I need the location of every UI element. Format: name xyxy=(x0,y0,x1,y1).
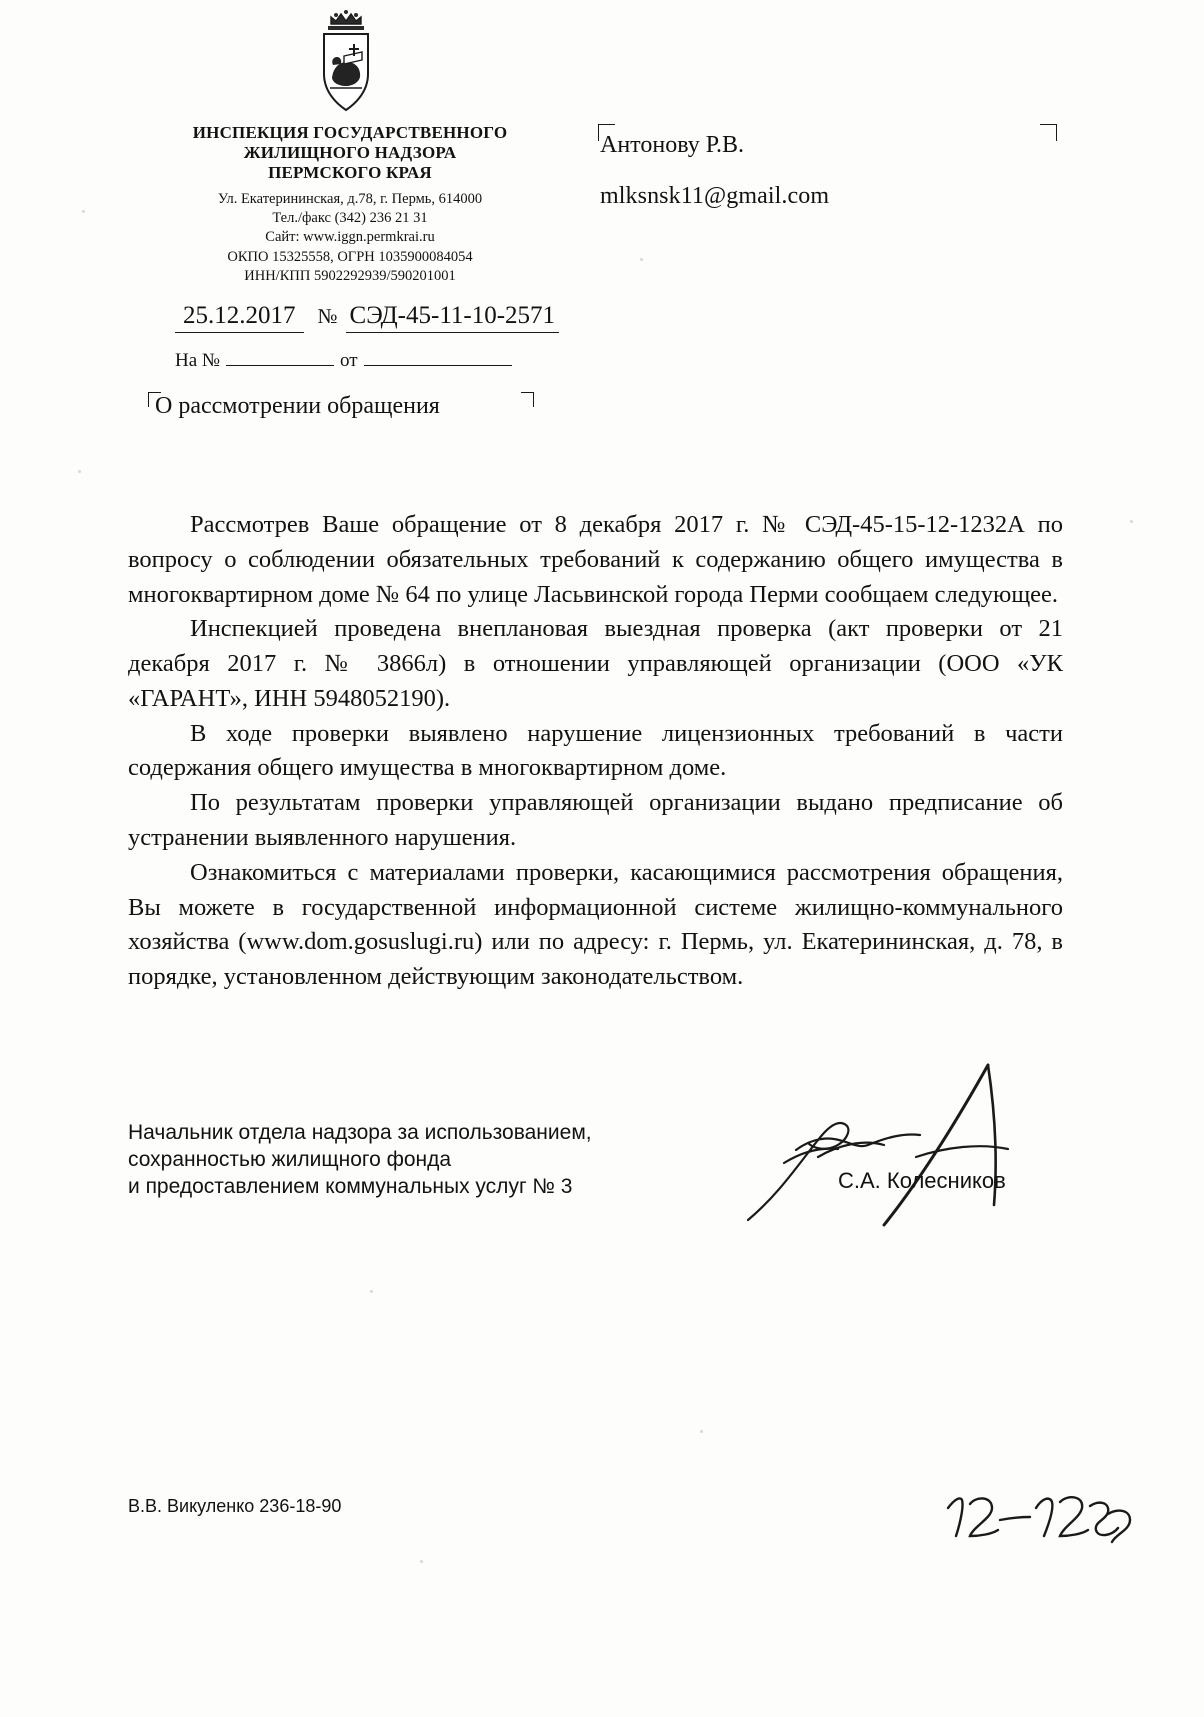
contact-address: Ул. Екатерининская, д.78, г. Пермь, 614000 xyxy=(217,191,483,208)
organization-name xyxy=(150,123,550,183)
paragraph-4: По результатам проверки управляющей организации выдано предписание об устранении выявленного нарушения. xyxy=(128,789,1063,852)
paragraph-3: В ходе проверки выявлено нарушение лицензионных требований в части содержания общего имущества в многоквартирном доме. xyxy=(128,719,1063,782)
handwritten-signature-mark xyxy=(688,1045,1108,1245)
paragraph-2: Инспекцией проведена внеплановая выездная проверка (акт проверки от 21 декабря 2017 г. № 3866л) в отношении управляющей организации (ООО «УК «ГАРАНТ», ИНН 5948052190). xyxy=(128,615,1063,712)
signer-title-line-3: и предоставлением коммунальных услуг № 3 xyxy=(128,1174,573,1198)
signature-block xyxy=(128,1120,1068,1201)
paragraph-1: Рассмотрев Ваше обращение от 8 декабря 2017 г. № СЭД-45-15-12-1232А по вопросу о соблюдении обязательных требований к содержанию общего имущества в многоквартирном доме № 64 по улице Ласьвинской города Перми сообщаем следующее. xyxy=(128,511,1063,608)
contact-okpo-ogrn: ОКПО 15325558, ОГРН 1035900084054 xyxy=(227,248,473,265)
document-number: СЭД-45-11-10-2571 xyxy=(346,302,560,333)
scan-speck xyxy=(370,1290,373,1293)
reference-number-blank xyxy=(226,352,334,366)
signer-title-line-2: сохранностью жилищного фонда xyxy=(128,1147,452,1171)
scan-speck xyxy=(640,258,643,261)
addressee-block xyxy=(600,127,1070,215)
org-line-3: ПЕРМСКОГО КРАЯ xyxy=(268,163,432,183)
signer-title-line-1: Начальник отдела надзора за использованием, xyxy=(128,1121,592,1144)
reference-from-label: от xyxy=(340,350,358,371)
reference-on-label: На № xyxy=(175,350,221,371)
reference-line xyxy=(175,350,518,372)
subject-bracket-right xyxy=(521,392,534,407)
contact-inn-kpp: ИНН/КПП 5902292939/590201001 xyxy=(244,267,456,284)
scan-speck xyxy=(700,1430,703,1433)
letterhead xyxy=(150,123,550,286)
addressee-email: mlksnsk11@gmail.com xyxy=(600,183,830,210)
handwritten-registration-number xyxy=(940,1470,1140,1560)
document-number-line xyxy=(175,302,559,333)
paragraph-5: Ознакомиться с материалами проверки, касающимися рассмотрения обращения, Вы можете в государственной информационной системе жилищно-коммунального хозяйства (www.dom.gosuslugi.ru) или по адресу: г. Пермь, ул. Екатерининская, д. 78, в порядке, установленном действующим законодательством. xyxy=(128,858,1063,991)
reference-date-blank xyxy=(364,352,512,366)
executor-info: В.В. Викуленко 236-18-90 xyxy=(128,1496,342,1516)
coat-of-arms-icon xyxy=(300,8,392,120)
scan-speck xyxy=(1130,520,1133,523)
scan-speck xyxy=(420,1560,423,1563)
contact-website: Сайт: www.iggn.permkrai.ru xyxy=(265,229,435,246)
signer-title xyxy=(128,1120,728,1201)
scan-speck xyxy=(78,470,81,473)
organization-contacts xyxy=(150,190,550,286)
org-line-1: ИНСПЕКЦИЯ ГОСУДАРСТВЕННОГО xyxy=(192,123,508,142)
contact-phone: Тел./факс (342) 236 21 31 xyxy=(272,210,428,227)
number-symbol: № xyxy=(317,304,338,328)
signer-name: С.А. Колесников xyxy=(838,1168,1006,1193)
org-line-2: ЖИЛИЩНОГО НАДЗОРА xyxy=(243,143,457,163)
document-date: 25.12.2017 xyxy=(175,302,304,333)
addressee-name: Антонову Р.В. xyxy=(600,132,745,158)
letter-body xyxy=(128,508,1063,995)
scan-speck xyxy=(82,210,85,213)
subject-line: О рассмотрении обращения xyxy=(155,393,440,419)
